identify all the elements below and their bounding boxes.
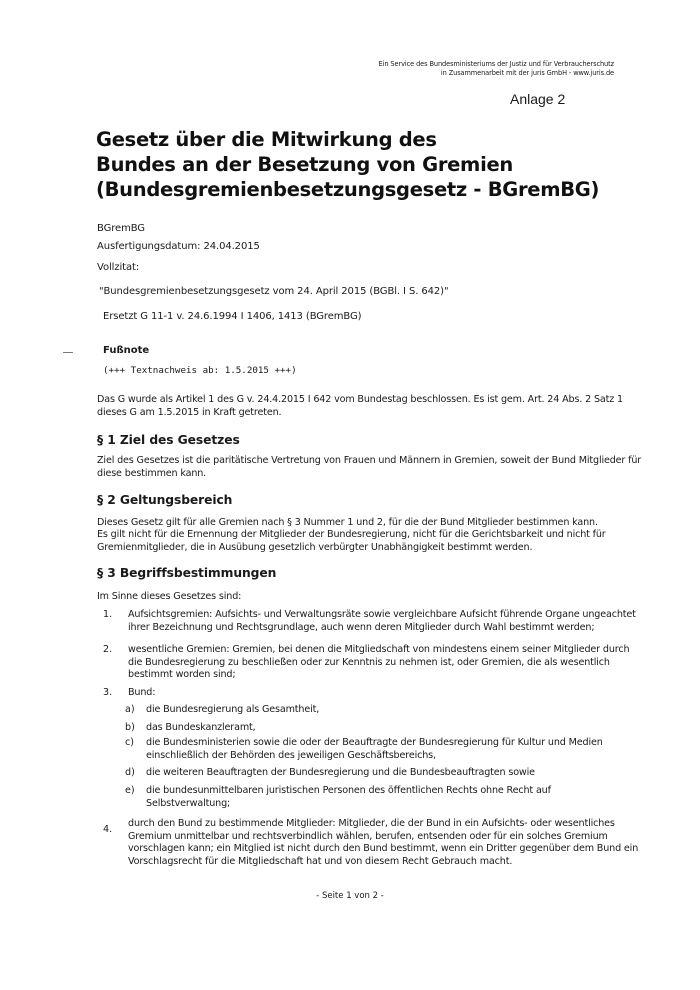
footnote-heading: Fußnote xyxy=(103,345,150,356)
section-2-heading: § 2 Geltungsbereich xyxy=(97,493,233,507)
list-item-text: durch den Bund zu bestimmende Mitglieder: Mitglieder, die der Bund in ein Aufsichts- oder wesentliches Gremium unmittelbar und rechtsverbindlich wählen, berufen, entsenden oder für ein solches Gremium vorschlagen kann; ein Mitglied ist nicht durch den Bund bestimmt, wenn ein Dritter gegenüber dem Bund ein Vorschlagsrecht für die Mitgliedschaft hat und von diesem Recht Gebrauch macht. xyxy=(128,818,639,867)
sub-item-text: die bundesunmittelbaren juristischen Personen des öffentlichen Rechts ohne Recht auf Selbstverwaltung; xyxy=(146,785,551,809)
footnote-paragraph: Das G wurde als Artikel 1 des G v. 24.4.2015 I 642 vom Bundestag beschlossen. Es ist gem. Art. 24 Abs. 2 Satz 1 dieses G am 1.5.2015 in Kraft getreten. xyxy=(97,394,623,418)
list-item-text: wesentliche Gremien: Gremien, bei denen die Mitgliedschaft von mindestens einem seiner Mitglieder durch die Bundesregierung zu beschließen oder zur Kenntnis zu nehmen ist, oder Gremien, die als wesentlich bestimmt worden sind; xyxy=(128,644,630,680)
margin-mark xyxy=(63,352,73,353)
sub-item-label: d) xyxy=(125,767,135,778)
list-item-number: 1. xyxy=(103,609,113,620)
list-item-number: 4. xyxy=(103,824,113,835)
vollzitat-label: Vollzitat: xyxy=(97,262,140,273)
section-2-text2: Es gilt nicht für die Ernennung der Mitglieder der Bundesregierung, nicht für die Gerichtsbarkeit und nicht für Gremienmitglieder, die in Ausübung gesetzlich verbürgter Unabhängigkeit bestimmt werden. xyxy=(97,529,606,553)
law-abbreviation: BGremBG xyxy=(97,223,145,234)
section-1-text: Ziel des Gesetzes ist die paritätische Vertretung von Frauen und Männern in Gremien, soweit der Bund Mitglieder für diese bestimmen kann. xyxy=(97,455,642,479)
law-title xyxy=(96,127,599,202)
annex-label: Anlage 2 xyxy=(510,91,566,107)
service-header-line2: in Zusammenarbeit mit der juris GmbH - www.juris.de xyxy=(440,69,614,77)
law-title-line3: (Bundesgremienbesetzungsgesetz - BGremBG) xyxy=(96,178,600,201)
section-2-text1: Dieses Gesetz gilt für alle Gremien nach § 3 Nummer 1 und 2, für die der Bund Mitglieder bestimmen kann. xyxy=(97,517,598,528)
vollzitat-text: "Bundesgremienbesetzungsgesetz vom 24. April 2015 (BGBl. I S. 642)" xyxy=(99,286,449,297)
section-3-heading: § 3 Begriffsbestimmungen xyxy=(97,566,277,580)
sub-item-label: b) xyxy=(125,722,135,733)
footnote-text: (+++ Textnachweis ab: 1.5.2015 +++) xyxy=(103,365,297,376)
list-item-text: Bund: xyxy=(128,687,156,698)
execution-date: Ausfertigungsdatum: 24.04.2015 xyxy=(97,241,260,252)
law-title-line1: Gesetz über die Mitwirkung des xyxy=(96,128,437,151)
sub-item-text: die Bundesregierung als Gesamtheit, xyxy=(146,704,320,715)
list-item-text: Aufsichtsgremien: Aufsichts- und Verwaltungsräte sowie vergleichbare Aufsicht führende Organe ungeachtet ihrer Bezeichnung und Rechtsgrundlage, auch wenn deren Mitglieder durch Wahl bestimmt werden; xyxy=(128,609,636,633)
law-title-line2: Bundes an der Besetzung von Gremien xyxy=(96,153,513,176)
sub-item-text: die weiteren Beauftragten der Bundesregierung und die Bundesbeauftragten sowie xyxy=(146,767,535,778)
sub-item-label: a) xyxy=(125,704,135,715)
section-1-heading: § 1 Ziel des Gesetzes xyxy=(97,433,240,447)
page-number: - Seite 1 von 2 - xyxy=(316,891,384,901)
sub-item-label: c) xyxy=(125,737,135,748)
sub-item-text: die Bundesministerien sowie die oder der Beauftragte der Bundesregierung für Kultur und Medien einschließlich der Behörden des jeweiligen Geschäftsbereichs, xyxy=(146,737,603,761)
list-item-number: 3. xyxy=(103,687,113,698)
sub-item-label: e) xyxy=(125,785,135,796)
service-header-line1: Ein Service des Bundesministeriums der Justiz und für Verbraucherschutz xyxy=(378,60,614,68)
replaces-note: Ersetzt G 11-1 v. 24.6.1994 I 1406, 1413 (BGremBG) xyxy=(103,311,362,322)
list-item-number: 2. xyxy=(103,644,113,655)
sub-item-text: das Bundeskanzleramt, xyxy=(146,722,256,733)
section-3-intro: Im Sinne dieses Gesetzes sind: xyxy=(97,591,242,602)
